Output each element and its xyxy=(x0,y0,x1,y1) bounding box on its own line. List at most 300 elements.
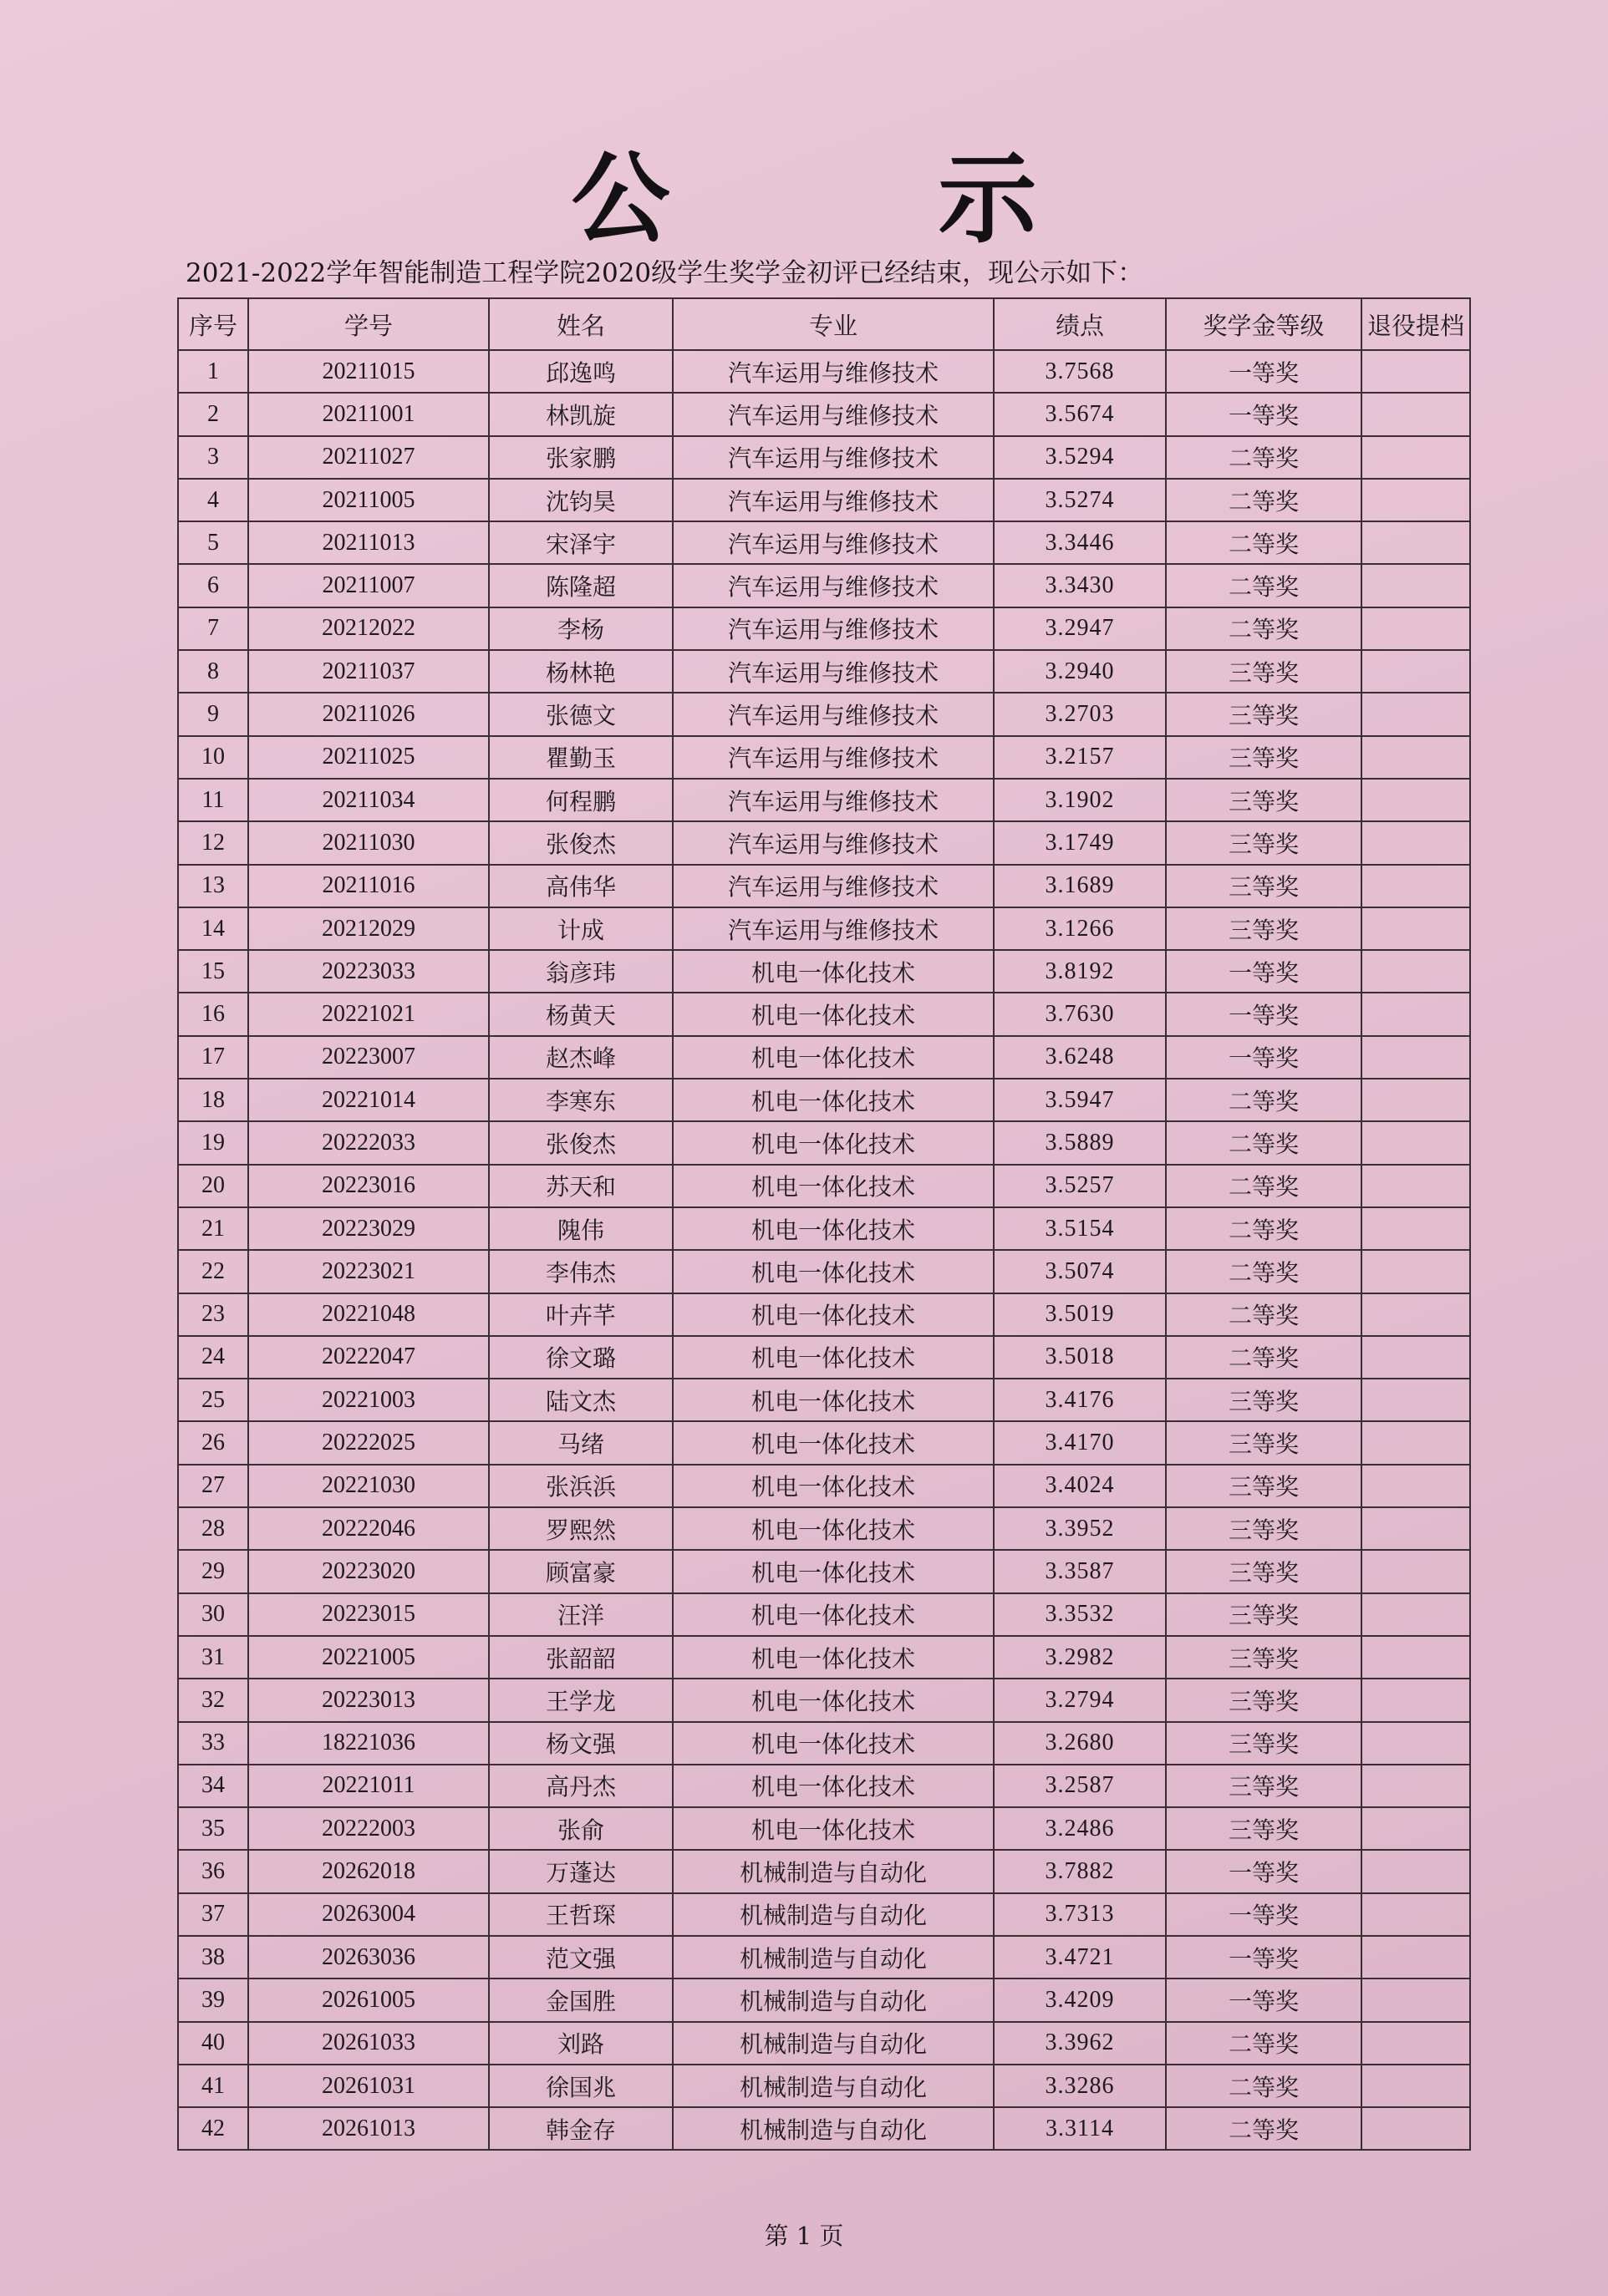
table-row xyxy=(178,1893,1470,1936)
cell-veteran-upgrade xyxy=(1361,1550,1470,1592)
cell-veteran-upgrade xyxy=(1361,1679,1470,1721)
cell-major: 机电一体化技术 xyxy=(673,1421,994,1464)
cell-index: 3 xyxy=(178,436,248,479)
cell-student-id: 20211001 xyxy=(248,393,489,435)
table-row xyxy=(178,1421,1470,1464)
cell-name: 李杨 xyxy=(489,607,673,650)
cell-gpa: 3.5294 xyxy=(994,436,1166,479)
cell-gpa: 3.2157 xyxy=(994,736,1166,779)
cell-student-id: 20222047 xyxy=(248,1336,489,1379)
table-row xyxy=(178,1165,1470,1207)
cell-name: 徐国兆 xyxy=(489,2065,673,2107)
table-row xyxy=(178,1979,1470,2021)
cell-major: 汽车运用与维修技术 xyxy=(673,736,994,779)
table-row xyxy=(178,1593,1470,1636)
cell-major: 机电一体化技术 xyxy=(673,1679,994,1721)
table-row xyxy=(178,1079,1470,1121)
table-row xyxy=(178,907,1470,950)
cell-veteran-upgrade xyxy=(1361,821,1470,864)
table-row xyxy=(178,436,1470,479)
cell-student-id: 20211027 xyxy=(248,436,489,479)
cell-major: 机电一体化技术 xyxy=(673,1593,994,1636)
cell-student-id: 20211005 xyxy=(248,479,489,521)
cell-name: 杨黄天 xyxy=(489,993,673,1035)
cell-major: 机械制造与自动化 xyxy=(673,1893,994,1936)
cell-major: 机械制造与自动化 xyxy=(673,2022,994,2065)
cell-major: 机电一体化技术 xyxy=(673,1165,994,1207)
cell-index: 30 xyxy=(178,1593,248,1636)
cell-student-id: 18221036 xyxy=(248,1722,489,1765)
cell-name: 宋泽宇 xyxy=(489,521,673,564)
cell-name: 计成 xyxy=(489,907,673,950)
cell-award-level: 三等奖 xyxy=(1166,1679,1361,1721)
cell-index: 11 xyxy=(178,779,248,821)
cell-index: 6 xyxy=(178,564,248,607)
cell-gpa: 3.1902 xyxy=(994,779,1166,821)
cell-student-id: 20221011 xyxy=(248,1765,489,1807)
cell-major: 机电一体化技术 xyxy=(673,1765,994,1807)
scholarship-table xyxy=(177,297,1471,2151)
cell-name: 万蓬达 xyxy=(489,1850,673,1892)
cell-name: 高丹杰 xyxy=(489,1765,673,1807)
cell-name: 林凯旋 xyxy=(489,393,673,435)
cell-major: 汽车运用与维修技术 xyxy=(673,821,994,864)
cell-award-level: 一等奖 xyxy=(1166,993,1361,1035)
cell-index: 39 xyxy=(178,1979,248,2021)
cell-veteran-upgrade xyxy=(1361,1036,1470,1079)
cell-veteran-upgrade xyxy=(1361,1850,1470,1892)
cell-student-id: 20211030 xyxy=(248,821,489,864)
table-row xyxy=(178,1036,1470,1079)
cell-veteran-upgrade xyxy=(1361,393,1470,435)
table-row xyxy=(178,821,1470,864)
cell-name: 隗伟 xyxy=(489,1207,673,1250)
cell-major: 汽车运用与维修技术 xyxy=(673,650,994,693)
table-row xyxy=(178,2022,1470,2065)
cell-veteran-upgrade xyxy=(1361,693,1470,735)
cell-award-level: 三等奖 xyxy=(1166,1465,1361,1507)
cell-award-level: 二等奖 xyxy=(1166,521,1361,564)
cell-award-level: 一等奖 xyxy=(1166,1979,1361,2021)
cell-student-id: 20211007 xyxy=(248,564,489,607)
cell-award-level: 二等奖 xyxy=(1166,1293,1361,1336)
cell-gpa: 3.5154 xyxy=(994,1207,1166,1250)
cell-major: 机电一体化技术 xyxy=(673,1465,994,1507)
cell-veteran-upgrade xyxy=(1361,1636,1470,1679)
cell-index: 13 xyxy=(178,865,248,907)
cell-name: 徐文璐 xyxy=(489,1336,673,1379)
cell-name: 张浜浜 xyxy=(489,1465,673,1507)
cell-award-level: 一等奖 xyxy=(1166,1036,1361,1079)
cell-gpa: 3.5074 xyxy=(994,1250,1166,1293)
cell-student-id: 20221030 xyxy=(248,1465,489,1507)
table-row xyxy=(178,564,1470,607)
cell-student-id: 20223021 xyxy=(248,1250,489,1293)
cell-major: 机电一体化技术 xyxy=(673,1722,994,1765)
cell-student-id: 20221048 xyxy=(248,1293,489,1336)
cell-veteran-upgrade xyxy=(1361,1893,1470,1936)
cell-index: 27 xyxy=(178,1465,248,1507)
cell-veteran-upgrade xyxy=(1361,1421,1470,1464)
page-number: 第 1 页 xyxy=(764,2222,844,2250)
cell-student-id: 20211015 xyxy=(248,350,489,393)
table-row xyxy=(178,1379,1470,1421)
cell-student-id: 20262018 xyxy=(248,1850,489,1892)
cell-veteran-upgrade xyxy=(1361,993,1470,1035)
cell-name: 杨文强 xyxy=(489,1722,673,1765)
cell-veteran-upgrade xyxy=(1361,1379,1470,1421)
table-row xyxy=(178,2107,1470,2150)
cell-index: 34 xyxy=(178,1765,248,1807)
cell-award-level: 二等奖 xyxy=(1166,2065,1361,2107)
cell-award-level: 二等奖 xyxy=(1166,1250,1361,1293)
cell-gpa: 3.3286 xyxy=(994,2065,1166,2107)
column-header-veteran-upgrade: 退役提档 xyxy=(1361,298,1470,350)
cell-award-level: 三等奖 xyxy=(1166,821,1361,864)
cell-major: 机电一体化技术 xyxy=(673,993,994,1035)
table-row xyxy=(178,1121,1470,1164)
cell-student-id: 20211013 xyxy=(248,521,489,564)
cell-name: 刘路 xyxy=(489,2022,673,2065)
table-row xyxy=(178,993,1470,1035)
cell-award-level: 二等奖 xyxy=(1166,1165,1361,1207)
cell-award-level: 一等奖 xyxy=(1166,1850,1361,1892)
cell-award-level: 一等奖 xyxy=(1166,350,1361,393)
cell-major: 机电一体化技术 xyxy=(673,1507,994,1550)
cell-award-level: 一等奖 xyxy=(1166,1893,1361,1936)
cell-student-id: 20222003 xyxy=(248,1807,489,1850)
cell-student-id: 20222046 xyxy=(248,1507,489,1550)
table-row xyxy=(178,1207,1470,1250)
cell-award-level: 三等奖 xyxy=(1166,907,1361,950)
table-row xyxy=(178,650,1470,693)
cell-gpa: 3.2982 xyxy=(994,1636,1166,1679)
cell-student-id: 20211037 xyxy=(248,650,489,693)
cell-gpa: 3.2703 xyxy=(994,693,1166,735)
cell-student-id: 20221014 xyxy=(248,1079,489,1121)
cell-award-level: 二等奖 xyxy=(1166,1207,1361,1250)
cell-index: 8 xyxy=(178,650,248,693)
table-row xyxy=(178,1636,1470,1679)
cell-veteran-upgrade xyxy=(1361,1979,1470,2021)
cell-index: 26 xyxy=(178,1421,248,1464)
cell-gpa: 3.5947 xyxy=(994,1079,1166,1121)
table-row xyxy=(178,1250,1470,1293)
cell-award-level: 三等奖 xyxy=(1166,693,1361,735)
cell-veteran-upgrade xyxy=(1361,479,1470,521)
cell-name: 沈钧昊 xyxy=(489,479,673,521)
cell-major: 机电一体化技术 xyxy=(673,950,994,993)
cell-student-id: 20223033 xyxy=(248,950,489,993)
table-row xyxy=(178,1336,1470,1379)
table-row xyxy=(178,2065,1470,2107)
cell-index: 37 xyxy=(178,1893,248,1936)
table-row xyxy=(178,693,1470,735)
cell-major: 机电一体化技术 xyxy=(673,1293,994,1336)
cell-index: 16 xyxy=(178,993,248,1035)
cell-student-id: 20222033 xyxy=(248,1121,489,1164)
cell-index: 20 xyxy=(178,1165,248,1207)
cell-student-id: 20261031 xyxy=(248,2065,489,2107)
cell-gpa: 3.7313 xyxy=(994,1893,1166,1936)
cell-gpa: 3.2794 xyxy=(994,1679,1166,1721)
cell-major: 机械制造与自动化 xyxy=(673,1936,994,1979)
cell-veteran-upgrade xyxy=(1361,650,1470,693)
cell-name: 范文强 xyxy=(489,1936,673,1979)
cell-name: 叶卉芊 xyxy=(489,1293,673,1336)
cell-student-id: 20261033 xyxy=(248,2022,489,2065)
cell-name: 李伟杰 xyxy=(489,1250,673,1293)
cell-gpa: 3.3587 xyxy=(994,1550,1166,1592)
cell-award-level: 三等奖 xyxy=(1166,1807,1361,1850)
cell-gpa: 3.1749 xyxy=(994,821,1166,864)
cell-student-id: 20223013 xyxy=(248,1679,489,1721)
cell-veteran-upgrade xyxy=(1361,2022,1470,2065)
cell-name: 张俞 xyxy=(489,1807,673,1850)
cell-gpa: 3.2486 xyxy=(994,1807,1166,1850)
cell-gpa: 3.5674 xyxy=(994,393,1166,435)
cell-index: 40 xyxy=(178,2022,248,2065)
cell-award-level: 一等奖 xyxy=(1166,950,1361,993)
table-row xyxy=(178,1293,1470,1336)
cell-gpa: 3.1266 xyxy=(994,907,1166,950)
cell-veteran-upgrade xyxy=(1361,1936,1470,1979)
cell-student-id: 20221021 xyxy=(248,993,489,1035)
cell-student-id: 20212029 xyxy=(248,907,489,950)
cell-name: 张德文 xyxy=(489,693,673,735)
cell-index: 12 xyxy=(178,821,248,864)
cell-major: 汽车运用与维修技术 xyxy=(673,393,994,435)
cell-major: 汽车运用与维修技术 xyxy=(673,865,994,907)
cell-major: 机电一体化技术 xyxy=(673,1336,994,1379)
cell-name: 张家鹏 xyxy=(489,436,673,479)
table-row xyxy=(178,950,1470,993)
cell-veteran-upgrade xyxy=(1361,1807,1470,1850)
cell-major: 汽车运用与维修技术 xyxy=(673,607,994,650)
cell-major: 机电一体化技术 xyxy=(673,1207,994,1250)
cell-major: 汽车运用与维修技术 xyxy=(673,907,994,950)
cell-award-level: 三等奖 xyxy=(1166,1507,1361,1550)
cell-major: 汽车运用与维修技术 xyxy=(673,436,994,479)
cell-veteran-upgrade xyxy=(1361,1165,1470,1207)
cell-name: 陈隆超 xyxy=(489,564,673,607)
table-row xyxy=(178,393,1470,435)
cell-name: 赵杰峰 xyxy=(489,1036,673,1079)
table-row xyxy=(178,1807,1470,1850)
cell-name: 陆文杰 xyxy=(489,1379,673,1421)
cell-award-level: 三等奖 xyxy=(1166,1722,1361,1765)
table-body xyxy=(178,350,1470,2150)
cell-index: 7 xyxy=(178,607,248,650)
cell-major: 汽车运用与维修技术 xyxy=(673,564,994,607)
cell-award-level: 三等奖 xyxy=(1166,1636,1361,1679)
cell-index: 23 xyxy=(178,1293,248,1336)
cell-student-id: 20263036 xyxy=(248,1936,489,1979)
cell-student-id: 20211016 xyxy=(248,865,489,907)
cell-major: 机电一体化技术 xyxy=(673,1636,994,1679)
cell-student-id: 20261013 xyxy=(248,2107,489,2150)
cell-index: 35 xyxy=(178,1807,248,1850)
cell-index: 14 xyxy=(178,907,248,950)
cell-major: 机电一体化技术 xyxy=(673,1250,994,1293)
cell-gpa: 3.7630 xyxy=(994,993,1166,1035)
table-row xyxy=(178,479,1470,521)
cell-veteran-upgrade xyxy=(1361,1765,1470,1807)
cell-index: 42 xyxy=(178,2107,248,2150)
cell-student-id: 20261005 xyxy=(248,1979,489,2021)
cell-gpa: 3.1689 xyxy=(994,865,1166,907)
cell-index: 33 xyxy=(178,1722,248,1765)
cell-award-level: 三等奖 xyxy=(1166,1593,1361,1636)
cell-veteran-upgrade xyxy=(1361,564,1470,607)
cell-award-level: 三等奖 xyxy=(1166,650,1361,693)
table-row xyxy=(178,865,1470,907)
cell-index: 19 xyxy=(178,1121,248,1164)
cell-major: 汽车运用与维修技术 xyxy=(673,779,994,821)
table-row xyxy=(178,350,1470,393)
cell-name: 李寒东 xyxy=(489,1079,673,1121)
cell-gpa: 3.7882 xyxy=(994,1850,1166,1892)
cell-index: 28 xyxy=(178,1507,248,1550)
cell-award-level: 二等奖 xyxy=(1166,2107,1361,2150)
table-row xyxy=(178,1936,1470,1979)
cell-gpa: 3.3446 xyxy=(994,521,1166,564)
cell-name: 金国胜 xyxy=(489,1979,673,2021)
cell-major: 汽车运用与维修技术 xyxy=(673,350,994,393)
cell-student-id: 20263004 xyxy=(248,1893,489,1936)
cell-gpa: 3.2680 xyxy=(994,1722,1166,1765)
cell-index: 24 xyxy=(178,1336,248,1379)
cell-index: 41 xyxy=(178,2065,248,2107)
cell-award-level: 二等奖 xyxy=(1166,1079,1361,1121)
cell-major: 机电一体化技术 xyxy=(673,1121,994,1164)
cell-veteran-upgrade xyxy=(1361,1207,1470,1250)
cell-gpa: 3.4024 xyxy=(994,1465,1166,1507)
cell-award-level: 一等奖 xyxy=(1166,1936,1361,1979)
cell-major: 汽车运用与维修技术 xyxy=(673,693,994,735)
cell-award-level: 二等奖 xyxy=(1166,436,1361,479)
cell-name: 马绪 xyxy=(489,1421,673,1464)
cell-index: 25 xyxy=(178,1379,248,1421)
cell-veteran-upgrade xyxy=(1361,1293,1470,1336)
cell-gpa: 3.4721 xyxy=(994,1936,1166,1979)
cell-award-level: 三等奖 xyxy=(1166,1379,1361,1421)
cell-student-id: 20211026 xyxy=(248,693,489,735)
cell-name: 汪洋 xyxy=(489,1593,673,1636)
table-row xyxy=(178,521,1470,564)
cell-name: 罗熙然 xyxy=(489,1507,673,1550)
cell-gpa: 3.3962 xyxy=(994,2022,1166,2065)
cell-name: 翁彦玮 xyxy=(489,950,673,993)
cell-index: 29 xyxy=(178,1550,248,1592)
cell-award-level: 三等奖 xyxy=(1166,1421,1361,1464)
cell-award-level: 二等奖 xyxy=(1166,2022,1361,2065)
cell-name: 邱逸鸣 xyxy=(489,350,673,393)
cell-veteran-upgrade xyxy=(1361,736,1470,779)
cell-index: 1 xyxy=(178,350,248,393)
cell-major: 汽车运用与维修技术 xyxy=(673,479,994,521)
cell-major: 机电一体化技术 xyxy=(673,1550,994,1592)
document-title: 公 示 xyxy=(571,140,1154,257)
cell-veteran-upgrade xyxy=(1361,436,1470,479)
column-header-award-level: 奖学金等级 xyxy=(1166,298,1361,350)
cell-gpa: 3.2587 xyxy=(994,1765,1166,1807)
cell-veteran-upgrade xyxy=(1361,2065,1470,2107)
cell-veteran-upgrade xyxy=(1361,2107,1470,2150)
table-row xyxy=(178,1722,1470,1765)
cell-award-level: 二等奖 xyxy=(1166,564,1361,607)
cell-index: 2 xyxy=(178,393,248,435)
cell-gpa: 3.5018 xyxy=(994,1336,1166,1379)
cell-gpa: 3.2940 xyxy=(994,650,1166,693)
cell-student-id: 20212022 xyxy=(248,607,489,650)
cell-name: 张俊杰 xyxy=(489,821,673,864)
cell-veteran-upgrade xyxy=(1361,1250,1470,1293)
cell-veteran-upgrade xyxy=(1361,907,1470,950)
table-row xyxy=(178,1465,1470,1507)
column-header-student-id: 学号 xyxy=(248,298,489,350)
table-row xyxy=(178,1679,1470,1721)
table-row xyxy=(178,1850,1470,1892)
cell-index: 21 xyxy=(178,1207,248,1250)
column-header-gpa: 绩点 xyxy=(994,298,1166,350)
cell-major: 汽车运用与维修技术 xyxy=(673,521,994,564)
cell-gpa: 3.7568 xyxy=(994,350,1166,393)
cell-name: 瞿勤玉 xyxy=(489,736,673,779)
cell-gpa: 3.4176 xyxy=(994,1379,1166,1421)
cell-award-level: 二等奖 xyxy=(1166,1336,1361,1379)
cell-gpa: 3.5019 xyxy=(994,1293,1166,1336)
cell-student-id: 20221003 xyxy=(248,1379,489,1421)
cell-student-id: 20221005 xyxy=(248,1636,489,1679)
cell-index: 9 xyxy=(178,693,248,735)
cell-index: 18 xyxy=(178,1079,248,1121)
cell-index: 15 xyxy=(178,950,248,993)
cell-index: 38 xyxy=(178,1936,248,1979)
cell-student-id: 20223029 xyxy=(248,1207,489,1250)
cell-major: 机电一体化技术 xyxy=(673,1807,994,1850)
cell-gpa: 3.5889 xyxy=(994,1121,1166,1164)
cell-index: 17 xyxy=(178,1036,248,1079)
cell-index: 10 xyxy=(178,736,248,779)
table-row xyxy=(178,779,1470,821)
cell-award-level: 三等奖 xyxy=(1166,1550,1361,1592)
cell-veteran-upgrade xyxy=(1361,1079,1470,1121)
table-row xyxy=(178,736,1470,779)
cell-student-id: 20211034 xyxy=(248,779,489,821)
cell-student-id: 20223007 xyxy=(248,1036,489,1079)
cell-veteran-upgrade xyxy=(1361,350,1470,393)
table-row xyxy=(178,607,1470,650)
cell-award-level: 二等奖 xyxy=(1166,479,1361,521)
cell-major: 机械制造与自动化 xyxy=(673,1850,994,1892)
table-row xyxy=(178,1550,1470,1592)
cell-student-id: 20222025 xyxy=(248,1421,489,1464)
cell-name: 苏天和 xyxy=(489,1165,673,1207)
cell-award-level: 三等奖 xyxy=(1166,779,1361,821)
cell-veteran-upgrade xyxy=(1361,521,1470,564)
cell-veteran-upgrade xyxy=(1361,865,1470,907)
cell-award-level: 一等奖 xyxy=(1166,393,1361,435)
cell-gpa: 3.3430 xyxy=(994,564,1166,607)
cell-name: 高伟华 xyxy=(489,865,673,907)
intro-text: 2021-2022学年智能制造工程学院2020级学生奖学金初评已经结束，现公示如下： xyxy=(186,258,1144,288)
cell-index: 36 xyxy=(178,1850,248,1892)
cell-major: 机械制造与自动化 xyxy=(673,2065,994,2107)
cell-name: 顾富豪 xyxy=(489,1550,673,1592)
column-header-index: 序号 xyxy=(178,298,248,350)
cell-student-id: 20223015 xyxy=(248,1593,489,1636)
